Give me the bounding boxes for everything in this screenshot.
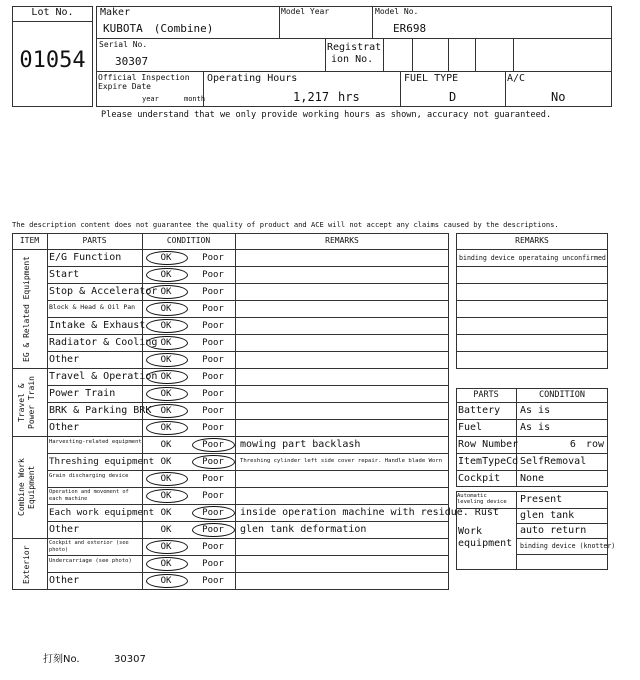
spec-rule bbox=[456, 436, 608, 437]
model-no-value: ER698 bbox=[393, 22, 427, 35]
work-value-2: auto return bbox=[520, 525, 587, 536]
maker-value: KUBOTA (Combine) bbox=[103, 22, 214, 35]
auto-level-label bbox=[457, 493, 515, 505]
poor-option: Poor bbox=[202, 423, 224, 433]
poor-option: Poor bbox=[202, 474, 224, 484]
ok-option: OK bbox=[160, 338, 172, 348]
lot-number: 01054 bbox=[19, 48, 86, 73]
ok-selected-oval bbox=[146, 489, 188, 503]
ok-selected-oval bbox=[146, 421, 188, 435]
poor-option: Poor bbox=[202, 542, 224, 552]
part-label: Harvesting-related equipment bbox=[49, 439, 142, 445]
ok-option: OK bbox=[160, 406, 172, 416]
part-label: Travel & Operation bbox=[49, 371, 158, 382]
inspection-label bbox=[98, 73, 190, 91]
part-label: Each work equipment bbox=[49, 507, 155, 518]
ok-option: OK bbox=[160, 576, 172, 586]
remarks-box-line1: binding device operataing unconfirmed bbox=[459, 254, 606, 262]
ok-selected-oval bbox=[146, 302, 188, 316]
spec-value: 6 row bbox=[569, 439, 604, 450]
stamp-label: 打刻No. bbox=[43, 654, 80, 665]
col-parts-header: PARTS bbox=[82, 236, 107, 245]
spec-value: As is bbox=[520, 422, 551, 433]
disclaimer: The description content does not guarantee the quality of product and ACE will not accept any claims caused by the descriptions. bbox=[12, 220, 559, 229]
ok-option: OK bbox=[160, 542, 172, 552]
part-label: Other bbox=[49, 354, 80, 365]
poor-option: Poor bbox=[202, 559, 224, 569]
poor-option: Poor bbox=[202, 491, 224, 501]
spec-rule bbox=[456, 470, 608, 471]
spec-rule bbox=[456, 453, 608, 454]
ok-option: OK bbox=[160, 321, 172, 331]
ok-selected-oval bbox=[146, 285, 188, 299]
ok-selected-oval bbox=[146, 251, 188, 265]
work-label-text: Work equipment bbox=[458, 526, 513, 549]
spec-col-condition: CONDITION bbox=[538, 390, 586, 400]
poor-selected-oval bbox=[192, 455, 235, 469]
part-label: E/G Function bbox=[49, 252, 122, 263]
remarks-rule bbox=[456, 317, 608, 318]
remark-text: glen tank deformation bbox=[240, 524, 367, 535]
remarks-rule bbox=[456, 266, 608, 267]
spec-part: Cockpit bbox=[458, 473, 501, 484]
ok-option: OK bbox=[160, 474, 172, 484]
work-value-1: glen tank bbox=[520, 510, 575, 521]
poor-option: Poor bbox=[202, 525, 224, 535]
ok-option: OK bbox=[160, 559, 172, 569]
poor-option: Poor bbox=[202, 508, 224, 518]
auto-level-value: Present bbox=[520, 494, 563, 505]
group-label-combine-text: Combine Work Equipment bbox=[17, 458, 36, 517]
spec-part: ItemTypeCd bbox=[458, 456, 519, 467]
maker-label: Maker bbox=[100, 7, 131, 18]
part-label: Start bbox=[49, 269, 80, 280]
group-label-travel-text: Travel & Power Train bbox=[17, 376, 36, 429]
part-label: Threshing equipment bbox=[49, 456, 155, 467]
fuel-label: FUEL TYPE bbox=[404, 73, 459, 84]
ok-option: OK bbox=[160, 287, 172, 297]
hours-label: Operating Hours bbox=[207, 73, 298, 84]
remark-text: Threshing cylinder left side cover repair. Handle blade Worn bbox=[240, 458, 443, 464]
poor-option: Poor bbox=[202, 287, 224, 297]
model-no-label: Model No. bbox=[375, 7, 419, 16]
auto-level-label-text: Automatic leveling device bbox=[457, 493, 507, 505]
poor-option: Poor bbox=[202, 355, 224, 365]
hours-note: Please understand that we only provide working hours as shown, accuracy not guaranteed. bbox=[101, 110, 552, 120]
remark-text: inside operation machine with residue. Rust bbox=[240, 507, 499, 518]
model-year-label: Model Year bbox=[281, 7, 330, 16]
serial-label: Serial No. bbox=[99, 40, 148, 49]
poor-option: Poor bbox=[202, 253, 224, 263]
spec-value: SelfRemoval bbox=[520, 456, 587, 467]
work-label bbox=[458, 526, 514, 550]
ok-selected-oval bbox=[146, 540, 188, 554]
col-item-header: ITEM bbox=[19, 236, 40, 245]
poor-option: Poor bbox=[202, 406, 224, 416]
poor-option: Poor bbox=[202, 372, 224, 382]
poor-selected-oval bbox=[192, 506, 235, 520]
part-label: Block & Head & Oil Pan bbox=[49, 303, 136, 311]
remarks-rule bbox=[456, 300, 608, 301]
ok-option: OK bbox=[160, 253, 172, 263]
remarks-rule bbox=[456, 334, 608, 335]
spec-value: As is bbox=[520, 405, 551, 416]
poor-option: Poor bbox=[202, 389, 224, 399]
ok-option: OK bbox=[160, 525, 172, 535]
spec-part: Battery bbox=[458, 405, 501, 416]
spec-part: Fuel bbox=[458, 422, 483, 433]
remarks-rule bbox=[456, 283, 608, 284]
ok-option: OK bbox=[160, 423, 172, 433]
ok-option: OK bbox=[160, 389, 172, 399]
poor-option: Poor bbox=[202, 304, 224, 314]
ok-selected-oval bbox=[146, 574, 188, 588]
spec-value: None bbox=[520, 473, 545, 484]
ok-option: OK bbox=[160, 491, 172, 501]
part-label: Stop & Accelerator bbox=[49, 286, 158, 297]
part-label: Grain discharging device bbox=[49, 473, 129, 479]
col-condition-header: CONDITION bbox=[166, 236, 211, 245]
registration-label-line1: Registrat bbox=[327, 42, 382, 53]
registration-label bbox=[327, 42, 381, 66]
part-label: Other bbox=[49, 575, 80, 586]
ok-selected-oval bbox=[146, 336, 188, 350]
ok-selected-oval bbox=[146, 387, 188, 401]
spec-col-parts: PARTS bbox=[473, 390, 499, 400]
part-label: Other bbox=[49, 524, 80, 535]
hours-unit: hrs bbox=[338, 90, 360, 104]
inspection-label-line2: Expire Date bbox=[98, 82, 151, 91]
group-label-eg: EG & Related Equipment bbox=[22, 256, 31, 362]
stamp-value: 30307 bbox=[114, 654, 146, 665]
part-label: BRK & Parking BRK bbox=[49, 405, 152, 416]
inspection-label-line1: Official Inspection bbox=[98, 73, 190, 82]
ok-option: OK bbox=[160, 372, 172, 382]
ok-option: OK bbox=[160, 355, 172, 365]
poor-option: Poor bbox=[202, 338, 224, 348]
remarks-rule bbox=[456, 351, 608, 352]
serial-value: 30307 bbox=[115, 55, 149, 68]
part-label: Intake & Exhaust bbox=[49, 320, 146, 331]
fuel-value: D bbox=[449, 90, 457, 104]
ok-selected-oval bbox=[146, 319, 188, 333]
part-label: Power Train bbox=[49, 388, 116, 399]
ok-option: OK bbox=[160, 457, 172, 467]
work-value-3: binding device (knotter) bbox=[520, 542, 616, 550]
ac-label: A/C bbox=[507, 73, 526, 84]
ok-option: OK bbox=[160, 304, 172, 314]
ok-selected-oval bbox=[146, 268, 188, 282]
poor-option: Poor bbox=[202, 440, 224, 450]
ok-selected-oval bbox=[146, 472, 188, 486]
ac-value: No bbox=[551, 90, 566, 104]
part-label: Undercarriage (see photo) bbox=[49, 558, 132, 564]
spec-part: Row Number bbox=[458, 439, 519, 450]
ok-option: OK bbox=[160, 508, 172, 518]
ok-selected-oval bbox=[146, 557, 188, 571]
ok-selected-oval bbox=[146, 404, 188, 418]
ok-option: OK bbox=[160, 440, 172, 450]
part-label: Other bbox=[49, 422, 80, 433]
part-label: Cockpit and exterior (see photo) bbox=[49, 540, 129, 553]
poor-selected-oval bbox=[192, 523, 235, 537]
month-label: month bbox=[184, 95, 206, 103]
poor-option: Poor bbox=[202, 457, 224, 467]
part-label: Operation and movement of each machine bbox=[49, 489, 129, 502]
remarks-box-header: REMARKS bbox=[515, 236, 549, 245]
year-label: year bbox=[142, 95, 159, 103]
poor-option: Poor bbox=[202, 270, 224, 280]
registration-label-line2: ion No. bbox=[331, 54, 374, 65]
poor-option: Poor bbox=[202, 576, 224, 586]
ok-option: OK bbox=[160, 270, 172, 280]
poor-selected-oval bbox=[192, 438, 235, 452]
poor-option: Poor bbox=[202, 321, 224, 331]
remark-text: mowing part backlash bbox=[240, 439, 361, 450]
ok-selected-oval bbox=[146, 370, 188, 384]
lot-label: Lot No. bbox=[31, 7, 74, 18]
ok-selected-oval bbox=[146, 353, 188, 367]
spec-rule bbox=[456, 419, 608, 420]
part-label: Radiator & Cooling bbox=[49, 337, 158, 348]
hours-value: 1,217 bbox=[293, 90, 330, 104]
col-remarks-header: REMARKS bbox=[325, 236, 359, 245]
group-label-exterior: Exterior bbox=[22, 545, 31, 584]
